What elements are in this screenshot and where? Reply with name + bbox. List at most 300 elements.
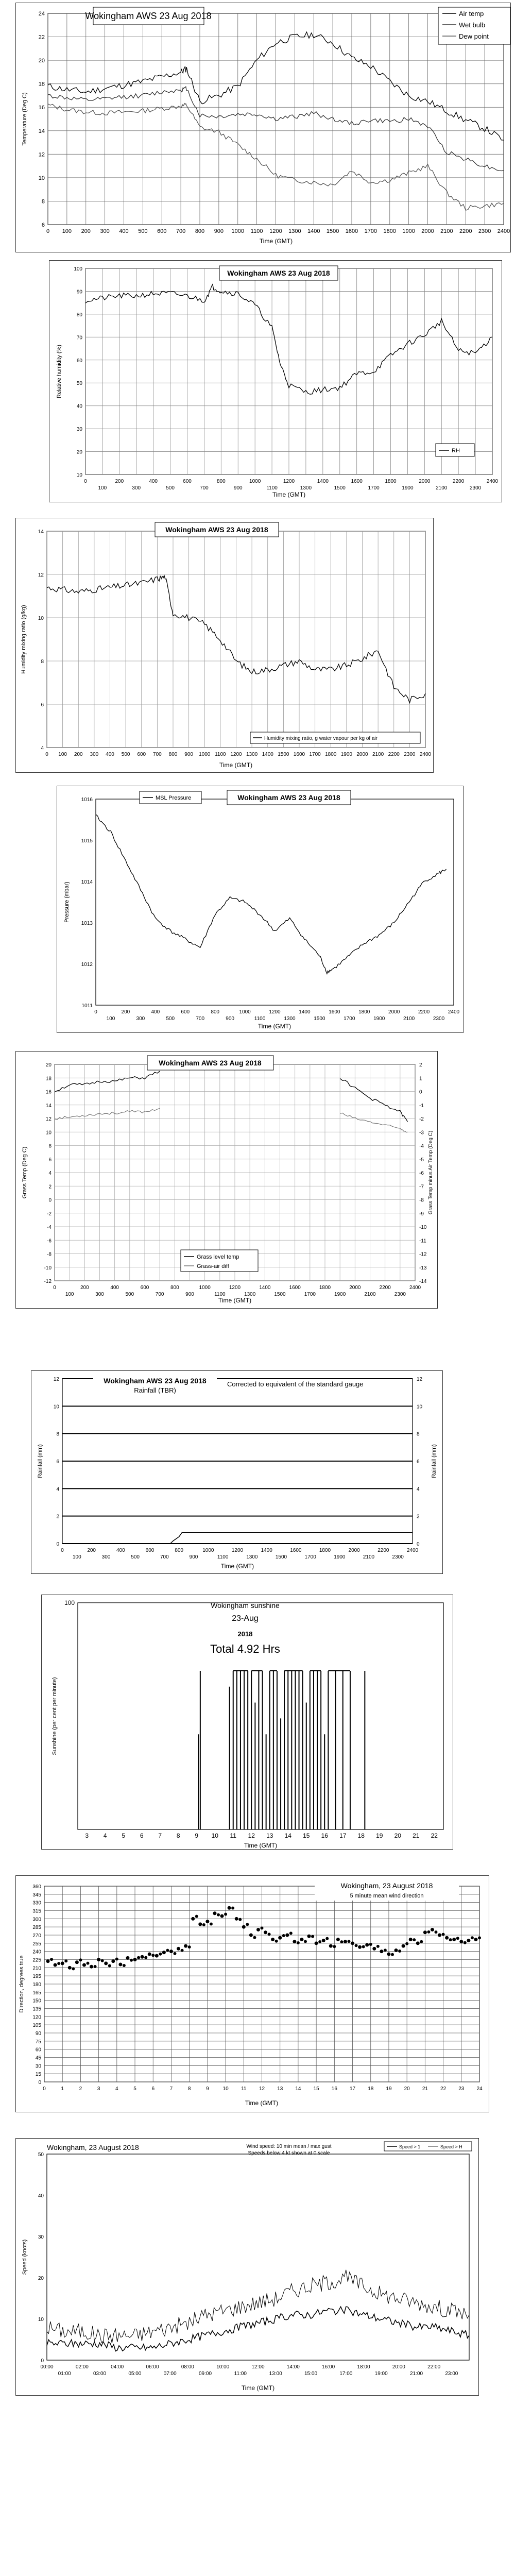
wind-direction-point bbox=[231, 1906, 234, 1909]
x-tick-label: 20 bbox=[394, 1832, 401, 1839]
x-tick-label: 300 bbox=[132, 485, 141, 491]
x-tick-label: 06:00 bbox=[146, 2364, 159, 2370]
x-tick-label: 2400 bbox=[419, 752, 432, 757]
x-tick-label: 18:00 bbox=[357, 2364, 370, 2370]
chart-subtitle: 5 minute mean wind direction bbox=[350, 1893, 424, 1899]
chart-title: Wokingham, 23 August 2018 bbox=[340, 1882, 433, 1890]
y-tick-label: 15 bbox=[35, 2072, 41, 2078]
y2-tick-label: 0 bbox=[417, 1541, 420, 1547]
x-tick-label: 1100 bbox=[266, 485, 278, 491]
x-tick-label: 19 bbox=[376, 1832, 383, 1839]
wind-direction-point bbox=[264, 1930, 267, 1934]
x-tick-label: 0 bbox=[43, 2086, 46, 2092]
temperature-chart-panel bbox=[15, 3, 511, 252]
wind-direction-point bbox=[177, 1947, 180, 1951]
x-tick-label: 200 bbox=[80, 1285, 89, 1291]
wind-direction-point bbox=[75, 1960, 79, 1964]
y2-tick-label: -4 bbox=[419, 1143, 424, 1149]
x-tick-label: 2200 bbox=[388, 752, 400, 757]
wind-direction-point bbox=[57, 1962, 60, 1965]
x-tick-label: 3 bbox=[97, 2086, 100, 2092]
wind-direction-point bbox=[442, 1933, 445, 1936]
x-tick-label: 1400 bbox=[307, 228, 320, 234]
plot-area bbox=[78, 1603, 443, 1829]
chart-subtitle: Rainfall (TBR) bbox=[134, 1386, 176, 1394]
y-tick-label: 30 bbox=[76, 427, 82, 433]
x-tick-label: 600 bbox=[183, 479, 192, 484]
x-tick-label: 2400 bbox=[448, 1009, 460, 1015]
y-tick-label: 12 bbox=[45, 1116, 52, 1122]
x-tick-label: 1100 bbox=[250, 228, 263, 234]
wind-direction-point bbox=[402, 1944, 405, 1948]
y-tick-label: 18 bbox=[45, 1076, 52, 1082]
wind-direction-point bbox=[285, 1934, 289, 1937]
x-tick-label: 23:00 bbox=[445, 2371, 458, 2377]
x-tick-label: 400 bbox=[119, 228, 129, 234]
wind-direction-point bbox=[87, 1962, 90, 1965]
x-tick-label: 13 bbox=[266, 1832, 273, 1839]
x-tick-label: 2100 bbox=[363, 1554, 375, 1560]
wind-direction-point bbox=[137, 1956, 140, 1959]
y2-tick-label: -12 bbox=[419, 1251, 427, 1258]
x-axis-label: Time (GMT) bbox=[219, 761, 253, 769]
x-tick-label: 900 bbox=[226, 1016, 234, 1022]
wind-direction-point bbox=[253, 1936, 256, 1939]
y-tick-label: 300 bbox=[32, 1917, 41, 1923]
x-tick-label: 9 bbox=[195, 1832, 199, 1839]
grass-temp-chart bbox=[16, 1052, 438, 1309]
wind-direction-point bbox=[50, 1958, 53, 1961]
x-axis-label: Time (GMT) bbox=[244, 1842, 278, 1849]
wind-direction-point bbox=[344, 1940, 347, 1943]
x-tick-label: 1600 bbox=[293, 752, 305, 757]
y-tick-label: 10 bbox=[38, 175, 45, 181]
x-tick-label: 100 bbox=[72, 1554, 81, 1560]
y-tick-label: 12 bbox=[38, 572, 44, 578]
y-tick-label: 4 bbox=[48, 1171, 52, 1176]
x-tick-label: 700 bbox=[155, 1292, 164, 1297]
wind-direction-point bbox=[191, 1917, 195, 1921]
x-tick-label: 100 bbox=[106, 1016, 115, 1022]
wind-direction-chart-panel bbox=[15, 1875, 489, 2112]
x-tick-label: 00:00 bbox=[40, 2364, 54, 2370]
y-tick-label: 0 bbox=[41, 2358, 44, 2364]
y2-tick-label: -10 bbox=[419, 1225, 427, 1230]
wind-direction-point bbox=[387, 1952, 390, 1956]
y-tick-label: 100 bbox=[74, 266, 82, 272]
mixing-ratio-chart bbox=[16, 518, 434, 773]
y2-tick-label: -7 bbox=[419, 1184, 424, 1190]
x-tick-label: 2100 bbox=[372, 752, 384, 757]
y-tick-label: 50 bbox=[38, 2152, 44, 2158]
x-tick-label: 2400 bbox=[409, 1285, 421, 1291]
x-tick-label: 14 bbox=[295, 2086, 301, 2092]
wind-direction-point bbox=[452, 1938, 456, 1941]
y-tick-label: 90 bbox=[35, 2031, 41, 2037]
x-axis-label: Time (GMT) bbox=[259, 238, 293, 245]
y-tick-label: 14 bbox=[45, 1103, 52, 1109]
y-tick-label: 8 bbox=[41, 659, 44, 665]
y-axis-label: Relative humidity (%) bbox=[56, 345, 62, 398]
x-tick-label: 1500 bbox=[278, 752, 289, 757]
chart-title: Wokingham AWS 23 Aug 2018 bbox=[227, 269, 330, 277]
y-tick-label: -8 bbox=[47, 1251, 52, 1258]
y-tick-label: 6 bbox=[41, 222, 45, 228]
y-tick-label: 4 bbox=[56, 1486, 59, 1493]
y-tick-label: 1016 bbox=[81, 797, 93, 803]
x-tick-label: 0 bbox=[94, 1009, 97, 1015]
x-tick-label: 2300 bbox=[404, 752, 416, 757]
x-tick-label: 2300 bbox=[392, 1554, 404, 1560]
wind-direction-point bbox=[151, 1954, 154, 1957]
y2-tick-label: 6 bbox=[417, 1459, 420, 1465]
y-tick-label: 70 bbox=[76, 335, 82, 341]
y-tick-label: 2 bbox=[48, 1184, 52, 1190]
y-tick-label: 45 bbox=[35, 2055, 41, 2061]
y-tick-label: -12 bbox=[44, 1279, 52, 1284]
wind-direction-point bbox=[325, 1937, 329, 1940]
x-tick-label: 300 bbox=[90, 752, 99, 757]
wind-direction-point bbox=[148, 1952, 151, 1956]
x-tick-label: 2000 bbox=[356, 752, 368, 757]
wind-direction-point bbox=[369, 1943, 372, 1946]
x-tick-label: 1300 bbox=[300, 485, 312, 491]
y-axis-label: Humidity mixing ratio (g/kg) bbox=[21, 605, 27, 674]
wind-direction-point bbox=[195, 1915, 198, 1918]
wind-direction-point bbox=[318, 1940, 321, 1943]
y-tick-label: 4 bbox=[41, 745, 44, 751]
wind-direction-point bbox=[329, 1944, 333, 1948]
chart-title: Wokingham AWS 23 Aug 2018 bbox=[104, 1377, 207, 1385]
x-tick-label: 2000 bbox=[421, 228, 434, 234]
sunshine-chart bbox=[42, 1595, 454, 1850]
y2-tick-label: -13 bbox=[419, 1265, 427, 1271]
x-tick-label: 1000 bbox=[239, 1009, 251, 1015]
wind-direction-point bbox=[351, 1941, 354, 1945]
wind-direction-point bbox=[162, 1951, 166, 1954]
x-tick-label: 7 bbox=[169, 2086, 173, 2092]
wind-direction-point bbox=[384, 1948, 387, 1952]
wind-direction-point bbox=[474, 1938, 477, 1941]
x-tick-label: 2400 bbox=[497, 228, 510, 234]
x-tick-label: 1200 bbox=[283, 479, 295, 484]
temperature-chart bbox=[16, 3, 511, 253]
wind-direction-point bbox=[188, 1945, 191, 1948]
x-tick-label: 700 bbox=[153, 752, 162, 757]
x-tick-label: 1200 bbox=[269, 228, 282, 234]
wind-direction-point bbox=[118, 1963, 122, 1967]
x-tick-label: 400 bbox=[116, 1548, 125, 1553]
wind-direction-point bbox=[435, 1930, 438, 1934]
x-tick-label: 0 bbox=[84, 479, 87, 484]
y-tick-label: 24 bbox=[38, 11, 45, 17]
x-tick-label: 600 bbox=[181, 1009, 190, 1015]
x-tick-label: 2400 bbox=[406, 1548, 419, 1553]
y-tick-label: 100 bbox=[64, 1599, 75, 1606]
wind-direction-point bbox=[133, 1958, 137, 1961]
x-tick-label: 21 bbox=[413, 1832, 420, 1839]
wind-direction-point bbox=[79, 1958, 82, 1961]
x-tick-label: 500 bbox=[121, 752, 130, 757]
wind-direction-point bbox=[54, 1963, 57, 1967]
x-tick-label: 1700 bbox=[304, 1554, 316, 1560]
x-tick-label: 900 bbox=[233, 485, 243, 491]
x-tick-label: 1600 bbox=[290, 1548, 302, 1553]
y-tick-label: 16 bbox=[38, 105, 45, 111]
wind-direction-point bbox=[405, 1942, 408, 1945]
x-tick-label: 1300 bbox=[246, 1554, 258, 1560]
y-axis-label: Temperature (Deg C) bbox=[22, 92, 28, 146]
x-tick-label: 200 bbox=[81, 228, 91, 234]
y-tick-label: 20 bbox=[45, 1062, 52, 1068]
x-tick-label: 2000 bbox=[349, 1285, 361, 1291]
x-tick-label: 100 bbox=[62, 228, 72, 234]
x-tick-label: 2100 bbox=[436, 485, 448, 491]
x-tick-label: 500 bbox=[138, 228, 148, 234]
y-tick-label: 50 bbox=[76, 381, 82, 387]
x-tick-label: 700 bbox=[200, 485, 209, 491]
wind-direction-point bbox=[398, 1950, 401, 1953]
x-tick-label: 2200 bbox=[379, 1285, 391, 1291]
x-tick-label: 1700 bbox=[364, 228, 377, 234]
y-tick-label: 135 bbox=[32, 2006, 41, 2012]
x-axis-label: Time (GMT) bbox=[220, 1563, 254, 1570]
y-tick-label: -4 bbox=[47, 1225, 52, 1230]
y2-tick-label: -3 bbox=[419, 1130, 424, 1136]
x-tick-label: 2200 bbox=[459, 228, 472, 234]
wind-direction-point bbox=[315, 1941, 318, 1945]
x-tick-label: 2200 bbox=[418, 1009, 430, 1015]
y-tick-label: 20 bbox=[38, 58, 45, 64]
x-tick-label: 13 bbox=[277, 2086, 283, 2092]
x-tick-label: 800 bbox=[211, 1009, 220, 1015]
x-tick-label: 16 bbox=[321, 1832, 328, 1839]
x-tick-label: 1800 bbox=[358, 1009, 370, 1015]
legend-label: RH bbox=[452, 448, 460, 454]
x-tick-label: 4 bbox=[103, 1832, 107, 1839]
x-tick-label: 3 bbox=[85, 1832, 89, 1839]
wind-direction-point bbox=[213, 1911, 216, 1915]
wind-direction-point bbox=[104, 1961, 108, 1965]
y2-tick-label: 8 bbox=[417, 1431, 420, 1437]
wind-direction-point bbox=[394, 1948, 398, 1952]
wind-direction-point bbox=[340, 1940, 343, 1943]
wind-direction-point bbox=[307, 1935, 311, 1938]
y2-tick-label: 2 bbox=[419, 1062, 422, 1068]
x-tick-label: 9 bbox=[206, 2086, 209, 2092]
y-tick-label: 195 bbox=[32, 1974, 41, 1980]
wind-direction-point bbox=[169, 1950, 173, 1953]
wind-direction-point bbox=[174, 1952, 177, 1955]
x-tick-label: 500 bbox=[166, 485, 175, 491]
y-tick-label: 30 bbox=[38, 2234, 44, 2240]
wind-direction-point bbox=[46, 1959, 50, 1963]
wind-direction-point bbox=[282, 1934, 285, 1937]
x-tick-label: 2300 bbox=[469, 485, 482, 491]
y-tick-label: 80 bbox=[76, 312, 82, 318]
x-tick-label: 02:00 bbox=[75, 2364, 89, 2370]
wind-direction-point bbox=[64, 1959, 67, 1962]
y2-tick-label: -5 bbox=[419, 1157, 424, 1163]
x-tick-label: 1300 bbox=[288, 228, 301, 234]
x-tick-label: 500 bbox=[125, 1292, 134, 1297]
wind-direction-point bbox=[238, 1918, 242, 1921]
x-tick-label: 8 bbox=[187, 2086, 191, 2092]
y-tick-label: 8 bbox=[56, 1431, 59, 1437]
x-tick-label: 01:00 bbox=[58, 2371, 71, 2377]
rainfall-chart bbox=[31, 1371, 443, 1574]
x-tick-label: 12 bbox=[259, 2086, 265, 2092]
x-tick-label: 22 bbox=[440, 2086, 447, 2092]
x-tick-label: 1700 bbox=[344, 1016, 355, 1022]
x-tick-label: 1400 bbox=[317, 479, 329, 484]
y-tick-label: 345 bbox=[32, 1892, 41, 1898]
x-tick-label: 6 bbox=[151, 2086, 155, 2092]
chart-year: 2018 bbox=[237, 1630, 253, 1638]
x-tick-label: 19:00 bbox=[374, 2371, 388, 2377]
x-tick-label: 200 bbox=[87, 1548, 96, 1553]
y2-tick-label: 4 bbox=[417, 1486, 420, 1493]
x-tick-label: 1100 bbox=[215, 752, 226, 757]
chart-note: Corrected to equivalent of the standard gauge bbox=[227, 1380, 364, 1388]
x-tick-label: 2100 bbox=[403, 1016, 415, 1022]
x-tick-label: 2100 bbox=[364, 1292, 376, 1297]
y2-tick-label: -14 bbox=[419, 1279, 427, 1284]
x-tick-label: 16 bbox=[331, 2086, 337, 2092]
x-tick-label: 05:00 bbox=[128, 2371, 142, 2377]
y-tick-label: 60 bbox=[76, 358, 82, 364]
wind-direction-point bbox=[358, 1945, 362, 1949]
x-tick-label: 1900 bbox=[334, 1292, 346, 1297]
wind-direction-point bbox=[431, 1928, 434, 1931]
wind-direction-point bbox=[336, 1938, 340, 1941]
wind-direction-point bbox=[456, 1937, 459, 1940]
x-tick-label: 1800 bbox=[383, 228, 396, 234]
x-tick-label: 2 bbox=[79, 2086, 82, 2092]
x-tick-label: 1000 bbox=[202, 1548, 214, 1553]
x-tick-label: 400 bbox=[110, 1285, 119, 1291]
wind-direction-point bbox=[409, 1938, 413, 1941]
x-tick-label: 2300 bbox=[433, 1016, 445, 1022]
wind-direction-chart bbox=[16, 1876, 490, 2113]
y2-tick-label: 2 bbox=[417, 1514, 420, 1520]
x-tick-label: 4 bbox=[115, 2086, 118, 2092]
wind-direction-point bbox=[464, 1941, 467, 1944]
x-tick-label: 18 bbox=[357, 1832, 365, 1839]
x-tick-label: 09:00 bbox=[198, 2371, 212, 2377]
y-tick-label: 2 bbox=[56, 1514, 59, 1520]
x-tick-label: 15 bbox=[313, 2086, 319, 2092]
x-tick-label: 1000 bbox=[199, 752, 211, 757]
y-tick-label: 105 bbox=[32, 2023, 41, 2029]
x-tick-label: 1300 bbox=[244, 1292, 256, 1297]
x-tick-label: 700 bbox=[160, 1554, 169, 1560]
legend-label: Speed > H bbox=[440, 2144, 462, 2149]
y-tick-label: 14 bbox=[38, 529, 44, 535]
x-tick-label: 15:00 bbox=[304, 2371, 318, 2377]
wind-direction-point bbox=[111, 1959, 115, 1963]
x-axis-label: Time (GMT) bbox=[218, 1297, 252, 1304]
x-tick-label: 700 bbox=[196, 1016, 205, 1022]
x-tick-label: 0 bbox=[45, 752, 48, 757]
chart-title: Wokingham, 23 August 2018 bbox=[47, 2143, 139, 2151]
x-tick-label: 800 bbox=[170, 1285, 179, 1291]
x-tick-label: 5 bbox=[133, 2086, 136, 2092]
x-tick-label: 100 bbox=[58, 752, 67, 757]
x-tick-label: 900 bbox=[189, 1554, 198, 1560]
x-tick-label: 200 bbox=[74, 752, 83, 757]
x-tick-label: 1800 bbox=[385, 479, 397, 484]
chart-title: Wokingham sunshine bbox=[211, 1601, 280, 1609]
y-tick-label: 1011 bbox=[81, 1003, 93, 1009]
humidity-chart-panel bbox=[49, 260, 502, 502]
x-tick-label: 1 bbox=[61, 2086, 64, 2092]
x-tick-label: 03:00 bbox=[93, 2371, 107, 2377]
plot-area bbox=[96, 799, 454, 1005]
wind-direction-point bbox=[304, 1940, 307, 1943]
x-tick-label: 1300 bbox=[284, 1016, 296, 1022]
x-tick-label: 5 bbox=[122, 1832, 126, 1839]
chart-title: Wokingham AWS 23 Aug 2018 bbox=[85, 11, 212, 21]
wind-direction-point bbox=[224, 1912, 227, 1916]
chart-subtitle: Wind speed: 10 min mean / max gust bbox=[246, 2144, 332, 2149]
x-tick-label: 8 bbox=[176, 1832, 180, 1839]
grass-temp-chart-panel bbox=[15, 1051, 438, 1309]
x-tick-label: 200 bbox=[115, 479, 124, 484]
x-axis-label: Time (GMT) bbox=[245, 2099, 279, 2107]
x-tick-label: 1200 bbox=[230, 752, 242, 757]
x-tick-label: 600 bbox=[145, 1548, 154, 1553]
x-tick-label: 2000 bbox=[348, 1548, 360, 1553]
y-tick-label: 1015 bbox=[81, 838, 93, 844]
x-tick-label: 1800 bbox=[319, 1285, 331, 1291]
chart-title: Wokingham AWS 23 Aug 2018 bbox=[237, 793, 340, 802]
y-axis-label: Rainfall (mm) bbox=[431, 1444, 437, 1478]
x-tick-label: 17 bbox=[349, 2086, 356, 2092]
x-tick-label: 500 bbox=[131, 1554, 140, 1560]
y-tick-label: -6 bbox=[47, 1238, 52, 1244]
wind-direction-point bbox=[61, 1961, 64, 1965]
x-tick-label: 2300 bbox=[394, 1292, 406, 1297]
x-tick-label: 0 bbox=[61, 1548, 64, 1553]
y-tick-label: 90 bbox=[76, 289, 82, 295]
y-tick-label: 1014 bbox=[81, 879, 93, 885]
y-tick-label: 0 bbox=[56, 1541, 59, 1547]
wind-direction-point bbox=[365, 1943, 369, 1947]
x-tick-label: 200 bbox=[121, 1009, 130, 1015]
legend-label: MSL Pressure bbox=[156, 795, 192, 801]
x-tick-label: 500 bbox=[166, 1016, 175, 1022]
x-tick-label: 20 bbox=[404, 2086, 410, 2092]
chart-title: Wokingham AWS 23 Aug 2018 bbox=[159, 1059, 262, 1067]
legend-label: Speed > 1 bbox=[399, 2144, 421, 2149]
sunshine-total: Total 4.92 Hrs bbox=[210, 1642, 280, 1655]
x-tick-label: 2300 bbox=[478, 228, 491, 234]
x-tick-label: 2000 bbox=[388, 1009, 400, 1015]
chart-subtitle: Speeds below 4 kt shown at 0 scale bbox=[248, 2150, 330, 2156]
x-tick-label: 17:00 bbox=[339, 2371, 353, 2377]
y-tick-label: 40 bbox=[38, 2193, 44, 2199]
wind-direction-point bbox=[300, 1938, 303, 1941]
humidity-chart bbox=[49, 261, 503, 503]
x-tick-label: 0 bbox=[46, 228, 50, 234]
x-tick-label: 1900 bbox=[340, 752, 352, 757]
x-tick-label: 6 bbox=[140, 1832, 144, 1839]
wind-direction-point bbox=[123, 1964, 126, 1967]
x-tick-label: 1900 bbox=[373, 1016, 385, 1022]
x-tick-label: 15 bbox=[303, 1832, 310, 1839]
x-tick-label: 1400 bbox=[261, 1548, 272, 1553]
